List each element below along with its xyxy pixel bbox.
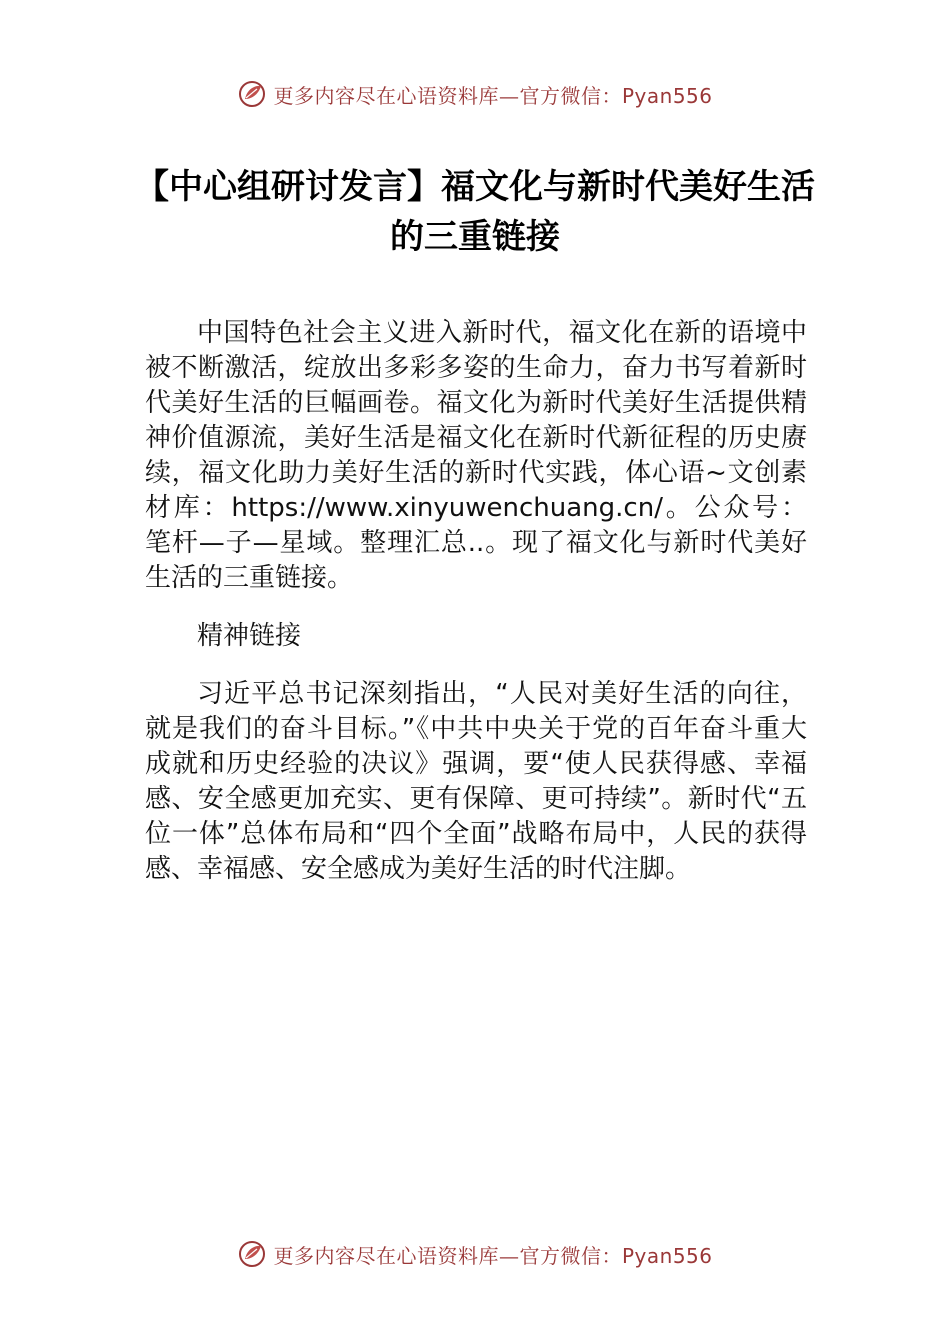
banner-text: 更多内容尽在心语资料库—官方微信：Pyan556: [273, 83, 713, 108]
banner-text: 更多内容尽在心语资料库—官方微信：Pyan556: [273, 1243, 713, 1268]
paragraph: 中国特色社会主义进入新时代，福文化在新的语境中被不断激活，绽放出多彩多姿的生命力，奋力书写着新时代美好生活的巨幅画卷。福文化为新时代美好生活提供精神价值源流，美好生活是福文化在新时代新征程的历史赓续，福文化助力美好生活的新时代实践，体心语~文创素材库：https://www.xinyuwenchuang.cn/。公众号：笔杆—子—星域。整理汇总..。现了福文化与新时代美好生活的三重链接。: [145, 318, 807, 593]
document-body: [145, 316, 807, 887]
header-banner: [0, 74, 950, 114]
leaf-logo-icon: [237, 79, 267, 109]
section-heading: 精神链接: [197, 621, 302, 651]
paragraph: 习近平总书记深刻指出，“人民对美好生活的向往，就是我们的奋斗目标。”《中共中央关于党的百年奋斗重大成就和历史经验的决议》强调，要“使人民获得感、幸福感、安全感更加充实、更有保障、更可持续”。新时代“五位一体”总体布局和“四个全面”战略布局中，人民的获得感、幸福感、安全感成为美好生活的时代注脚。: [145, 679, 807, 884]
wechat-id: Pyan556: [621, 83, 713, 108]
footer-banner: [0, 1234, 950, 1274]
document-title: 【中心组研讨发言】福文化与新时代美好生活的三重链接: [135, 167, 815, 257]
leaf-logo-icon: [237, 1239, 267, 1269]
wechat-id: Pyan556: [621, 1243, 713, 1268]
